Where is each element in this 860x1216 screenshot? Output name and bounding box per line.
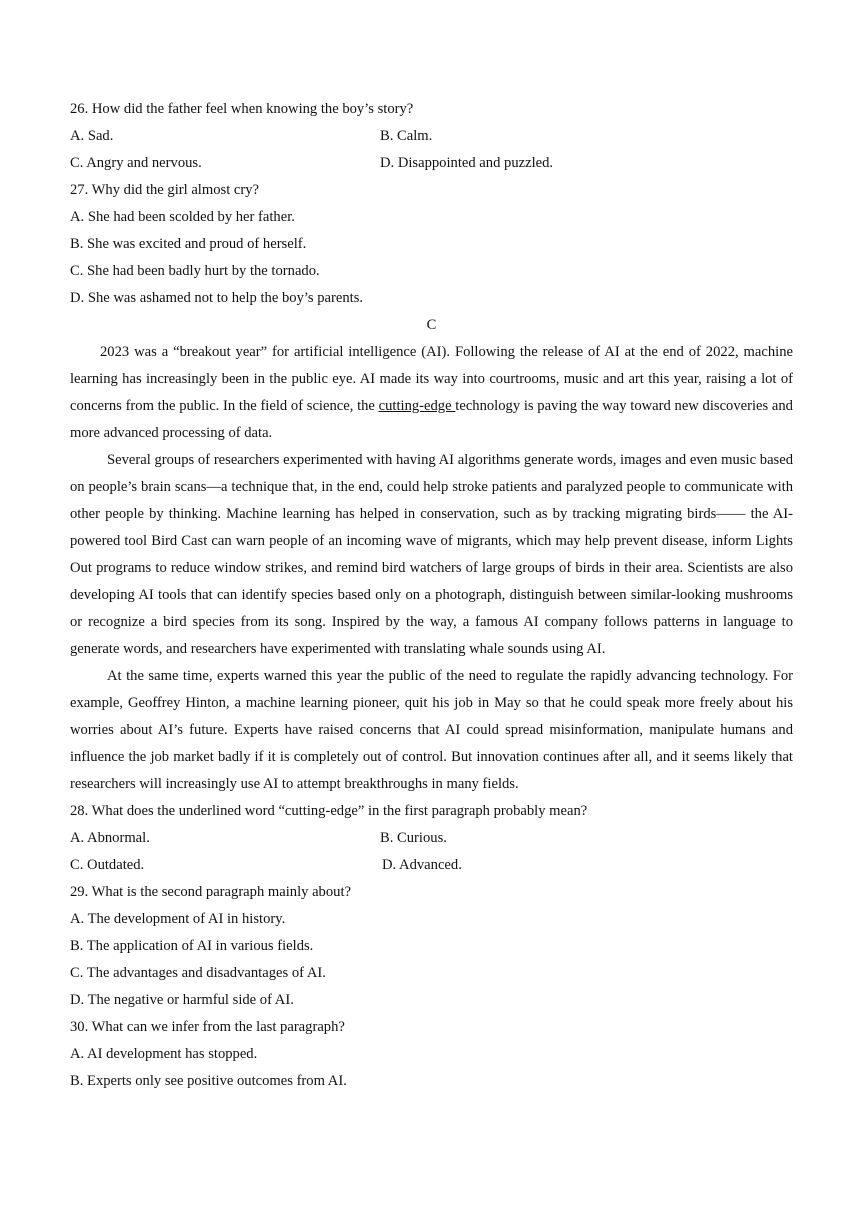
question-29-option-d: D. The negative or harmful side of AI. <box>70 992 294 1008</box>
question-29-stem: 29. What is the second paragraph mainly about? <box>70 884 351 900</box>
passage-paragraph-2: Several groups of researchers experimented with having AI algorithms generate words, images and even music based on people’s brain scans—a technique that, in the end, could help stroke patients and paralyzed people to communicate with other people by thinking. Machine learning has helped in conservation, such as by tracking migrating birds—— the AI-powered tool Bird Cast can warn people of an incoming wave of migrants, which may help prevent disease, inform Lights Out programs to reduce window strikes, and remind bird watchers of large groups of birds in their area. Scientists are also developing AI tools that can identify species based only on a photograph, distinguish between similar-looking mushrooms or recognize a bird species from its song. Inspired by the way, a famous AI company follows patterns in language to generate words, and researchers have experimented with translating whale sounds using AI. <box>70 452 793 657</box>
document-page <box>70 96 793 1095</box>
question-29-option-c: C. The advantages and disadvantages of AI. <box>70 965 326 981</box>
section-label: C <box>426 317 437 333</box>
question-28-options-row-2 <box>70 852 793 879</box>
question-28-option-b: B. Curious. <box>380 830 447 846</box>
question-26-option-b: B. Calm. <box>380 128 433 144</box>
question-26-option-d: D. Disappointed and puzzled. <box>380 155 554 171</box>
question-29-option-b: B. The application of AI in various fields. <box>70 938 314 954</box>
question-28-stem: 28. What does the underlined word “cutting-edge” in the first paragraph probably mean? <box>70 803 588 819</box>
question-27-option-b: B. She was excited and proud of herself. <box>70 236 307 252</box>
question-28-option-a: A. Abnormal. <box>70 830 150 846</box>
underlined-word: cutting-edge <box>378 398 456 414</box>
question-26-option-a: A. Sad. <box>70 128 114 144</box>
question-27-option-d: D. She was ashamed not to help the boy’s parents. <box>70 290 364 306</box>
question-30-option-b: B. Experts only see positive outcomes from AI. <box>70 1073 347 1089</box>
question-27-option-c: C. She had been badly hurt by the tornado. <box>70 263 320 279</box>
passage-paragraph-1-start: 2023 was a “breakout year” for artificial intelligence (AI). Following the release of AI at the end of 2022, machine learning has increasingly been in the public eye. AI made its way into courtrooms, music and art this year, raising a lot of concerns from the public. In the field of science, the <box>70 344 793 414</box>
question-30-option-a: A. AI development has stopped. <box>70 1046 258 1062</box>
question-26-stem: 26. How did the father feel when knowing the boy’s story? <box>70 101 414 117</box>
question-28-option-d: D. Advanced. <box>382 857 462 873</box>
question-28-option-c: C. Outdated. <box>70 857 145 873</box>
question-26-option-c: C. Angry and nervous. <box>70 155 202 171</box>
question-27-stem: 27. Why did the girl almost cry? <box>70 182 260 198</box>
question-29-option-a: A. The development of AI in history. <box>70 911 286 927</box>
passage-paragraph-1-end: technology is paving the way toward new discoveries and more advanced processing of data. <box>70 398 793 441</box>
question-28-options-row-1 <box>70 825 793 852</box>
question-27-option-a: A. She had been scolded by her father. <box>70 209 295 225</box>
question-30-stem: 30. What can we infer from the last paragraph? <box>70 1019 345 1035</box>
question-26-options-row-1 <box>70 123 793 150</box>
passage-paragraph-3: At the same time, experts warned this year the public of the need to regulate the rapidly advancing technology. For example, Geoffrey Hinton, a machine learning pioneer, quit his job in May so that he could speak more freely about his worries about AI’s future. Experts have raised concerns that AI could spread misinformation, manipulate humans and influence the job market badly if it is completely out of control. But innovation continues after all, and it seems likely that researchers will increasingly use AI to attempt breakthroughs in many fields. <box>70 668 793 792</box>
question-26-options-row-2 <box>70 150 793 177</box>
passage-paragraph-1 <box>70 339 793 447</box>
